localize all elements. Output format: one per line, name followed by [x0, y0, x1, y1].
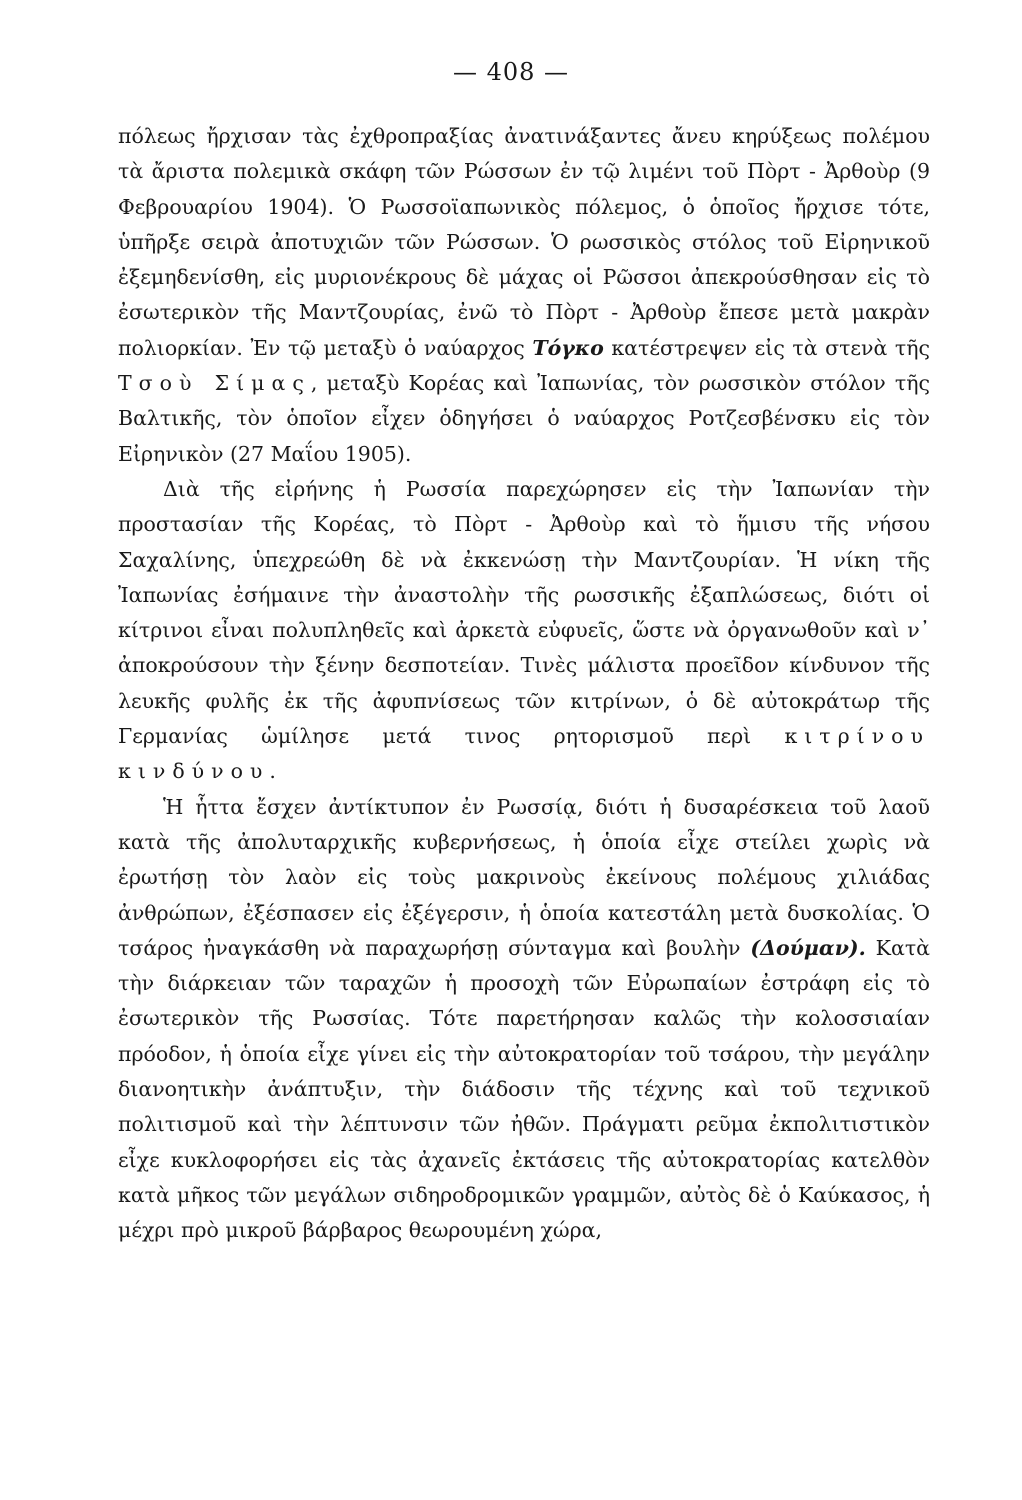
text-run: Κατὰ τὴν διάρκειαν τῶν ταραχῶν ἡ προσοχὴ τῶν Εὐρωπαίων ἐστράφη εἰς τὸ ἐσωτερικὸν τῆς Ρωσσίας. Τότε παρετήρησαν καλῶς τὴν κολοσσιαίαν πρόοδον, ἡ ὁποία εἶχε γίνει εἰς τὴν αὐτοκρατορίαν τοῦ τσάρου, τὴν μεγάλην διανοητικὴν ἀνάπτυξιν, τὴν διάδοσιν τῆς τέχνης καὶ τοῦ τεχνικοῦ πολιτισμοῦ καὶ τὴν λέπτυνσιν τῶν ἠθῶν. Πράγματι ρεῦμα ἐκπολιτιστικὸν εἶχε κυκλοφορήσει εἰς τὰς ἀχανεῖς ἐκτάσεις τῆς αὐτοκρατορίας κατελθὸν κατὰ μῆκος τῶν μεγάλων σιδηροδρομικῶν γραμμῶν, αὐτὸς δὲ ὁ Καύκασος, ἡ μέχρι πρὸ μικροῦ βάρβαρος θεωρουμένη χώρα,	[118, 935, 931, 1243]
text-run: κατέστρεψεν εἰς τὰ στενὰ τῆς	[603, 335, 930, 360]
body-text	[118, 119, 930, 1249]
text-run: .	[269, 759, 276, 784]
paragraph-2	[118, 472, 930, 790]
emphasis-name-togo: Τόγκο	[532, 335, 604, 360]
text-run: , μεταξὺ Κορέας καὶ Ἰαπωνίας, τὸν ρωσσικὸν στόλον τῆς Βαλτικῆς, τὸν ὁποῖον εἶχεν ὁδηγήσει ὁ ναύαρχος Ροτζεσβένσκυ εἰς τὸν Εἰρηνικὸν (27 Μαΐου 1905).	[118, 371, 930, 466]
text-run: πόλεως ἤρχισαν τὰς ἐχθροπραξίας ἀνατινάξαντες ἄνευ κηρύξεως πολέμου τὰ ἄριστα πολεμικὰ σκάφη τῶν Ρώσσων ἐν τῷ λιμένι τοῦ Πὸρτ - Ἀρθοὺρ (9 Φεβρουαρίου 1904). Ὁ Ρωσσοϊαπωνικὸς πόλεμος, ὁ ὁποῖος ἤρχισε τότε, ὑπῆρξε σειρὰ ἀποτυχιῶν τῶν Ρώσσων. Ὁ ρωσσικὸς στόλος τοῦ Εἰρηνικοῦ ἐξεμηδενίσθη, εἰς μυριονέκρους δὲ μάχας οἱ Ρῶσσοι ἀπεκρούσθησαν εἰς τὸ ἐσωτερικὸν τῆς Μαντζουρίας, ἐνῶ τὸ Πὸρτ - Ἀρθοὺρ ἔπεσε μετὰ μακρὰν πολιορκίαν. Ἐν τῷ μεταξὺ ὁ ναύαρχος	[118, 124, 930, 360]
text-run: Διὰ τῆς εἰρήνης ἡ Ρωσσία παρεχώρησεν εἰς τὴν Ἰαπωνίαν τὴν προστασίαν τῆς Κορέας, τὸ Πὸρτ - Ἀρθοὺρ καὶ τὸ ἥμισυ τῆς νήσου Σαχαλίνης, ὑπεχρεώθη δὲ νὰ ἐκκενώσῃ τὴν Μαντζουρίαν. Ἡ νίκη τῆς Ἰαπωνίας ἐσήμαινε τὴν ἀναστολὴν τῆς ρωσσικῆς ἐξαπλώσεως, διότι οἱ κίτρινοι εἶναι πολυπληθεῖς καὶ ἀρκετὰ εὐφυεῖς, ὥστε νὰ ὀργανωθοῦν καὶ ν᾽ ἀποκρούσουν τὴν ξένην δεσποτείαν. Τινὲς μάλιστα προεῖδον κίνδυνον τῆς λευκῆς φυλῆς ἐκ τῆς ἀφυπνίσεως τῶν κιτρίνων, ὁ δὲ αὐτοκράτωρ τῆς Γερμανίας ὡμίλησε μετά τινος ρητορισμοῦ περὶ	[118, 476, 930, 749]
spaced-place-name: Τσοὺ Σίμας	[118, 371, 311, 396]
paragraph-3	[118, 790, 930, 1249]
page-number: — 408 —	[452, 58, 570, 86]
spaced-phrase-yellow-peril: κιτρίνου κινδύνου	[118, 724, 930, 784]
paragraph-1	[118, 119, 930, 472]
emphasis-duma: (Δούμαν).	[750, 935, 866, 960]
text-run: Ἡ ἧττα ἔσχεν ἀντίκτυπον ἐν Ρωσσίᾳ, διότι ἡ δυσαρέσκεια τοῦ λαοῦ κατὰ τῆς ἀπολυταρχικῆς κυβερνήσεως, ἡ ὁποία εἶχε στείλει χωρὶς νὰ ἐρωτήσῃ τὸν λαὸν εἰς τοὺς μακρινοὺς ἐκείνους πολέμους χιλιάδας ἀνθρώπων, ἐξέσπασεν εἰς ἐξέγερσιν, ἡ ὁποία κατεστάλη μετὰ δυσκολίας. Ὁ τσάρος ἠναγκάσθη νὰ παραχωρήσῃ σύνταγμα καὶ βουλὴν	[118, 794, 930, 960]
